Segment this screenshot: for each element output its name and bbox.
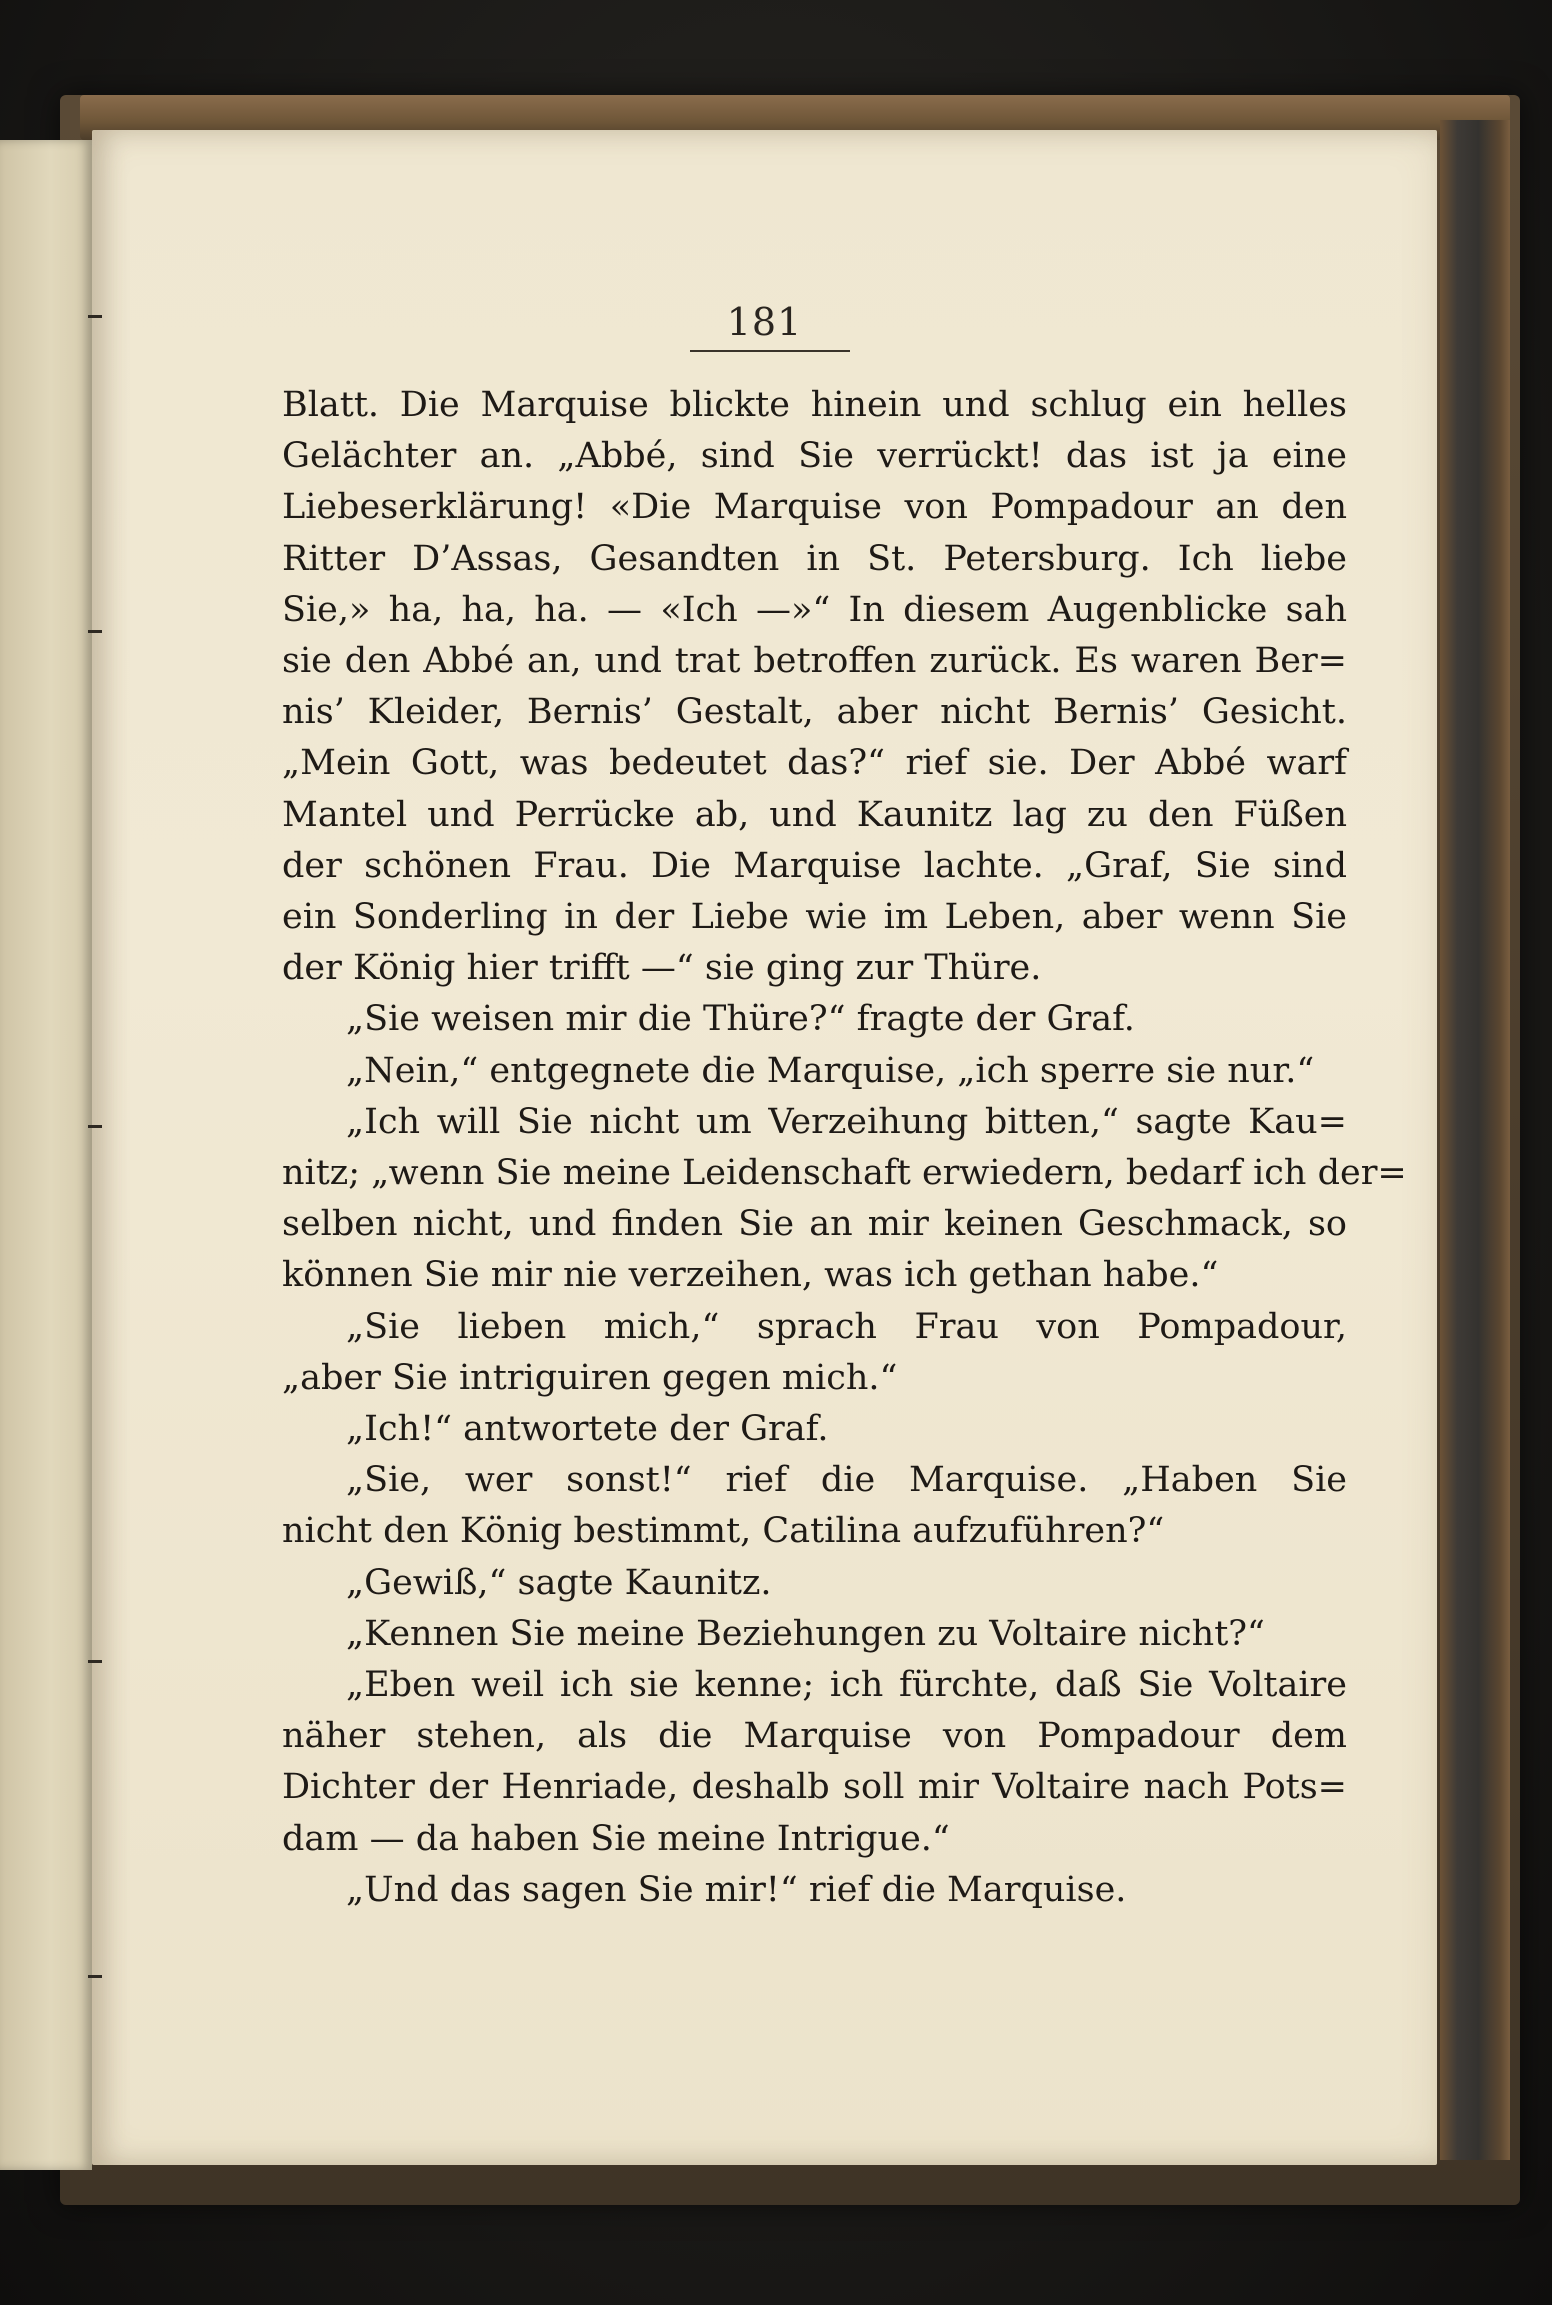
text-line: sie den Abbé an, und trat betroffen zurück. Es waren Ber=: [282, 641, 1347, 682]
text-line: können Sie mir nie verzeihen, was ich gethan habe.“: [282, 1255, 1219, 1296]
text-line: Dichter der Henriade, deshalb soll mir Voltaire nach Pots=: [282, 1767, 1347, 1808]
page-edge-mark: [88, 1975, 102, 1978]
page-edge-mark: [88, 1125, 102, 1128]
text-line: der schönen Frau. Die Marquise lachte. „Graf, Sie sind: [282, 845, 1347, 886]
text-line: „Eben weil ich sie kenne; ich fürchte, daß Sie Voltaire: [346, 1665, 1347, 1706]
text-line: „Gewiß,“ sagte Kaunitz.: [346, 1562, 772, 1603]
page-number: 181: [726, 300, 803, 344]
text-line: nicht den König bestimmt, Catilina aufzuführen?“: [282, 1511, 1165, 1552]
text-line: dam — da haben Sie meine Intrigue.“: [282, 1818, 950, 1859]
left-page-edge: [0, 140, 92, 2170]
text-line: Gelächter an. „Abbé, sind Sie verrückt! das ist ja eine: [282, 436, 1347, 477]
text-line: der König hier trifft —“ sie ging zur Thüre.: [282, 948, 1042, 989]
text-line: „Ich will Sie nicht um Verzeihung bitten,“ sagte Kau=: [346, 1101, 1347, 1142]
text-line: „Sie lieben mich,“ sprach Frau von Pompadour,: [346, 1306, 1347, 1347]
text-line: Mantel und Perrücke ab, und Kaunitz lag zu den Füßen: [282, 794, 1347, 835]
text-line: Liebeserklärung! «Die Marquise von Pompadour an den: [282, 487, 1347, 528]
text-line: „Kennen Sie meine Beziehungen zu Voltaire nicht?“: [346, 1613, 1265, 1654]
page-edge-mark: [88, 630, 102, 633]
text-line: „Ich!“ antwortete der Graf.: [346, 1409, 829, 1450]
text-line: „Und das sagen Sie mir!“ rief die Marquise.: [346, 1869, 1127, 1910]
text-line: selben nicht, und finden Sie an mir keinen Geschmack, so: [282, 1204, 1347, 1245]
book-spine: [1440, 120, 1510, 2160]
page-text: [282, 380, 1407, 1916]
text-line: „aber Sie intriguiren gegen mich.“: [282, 1357, 898, 1398]
page-number-rule: [690, 350, 850, 352]
text-line: „Sie weisen mir die Thüre?“ fragte der Graf.: [346, 999, 1135, 1040]
book-page: [92, 130, 1437, 2165]
text-line: näher stehen, als die Marquise von Pompadour dem: [282, 1716, 1347, 1757]
page-edge-mark: [88, 1660, 102, 1663]
text-line: ein Sonderling in der Liebe wie im Leben, aber wenn Sie: [282, 897, 1347, 938]
page-edge-mark: [88, 315, 102, 318]
text-line: Sie,» ha, ha, ha. — «Ich —»“ In diesem Augenblicke sah: [282, 589, 1347, 630]
text-line: „Nein,“ entgegnete die Marquise, „ich sperre sie nur.“: [346, 1050, 1315, 1091]
text-line: Blatt. Die Marquise blickte hinein und schlug ein helles: [282, 385, 1347, 425]
text-line: „Sie, wer sonst!“ rief die Marquise. „Haben Sie: [346, 1460, 1347, 1501]
text-line: nis’ Kleider, Bernis’ Gestalt, aber nicht Bernis’ Gesicht.: [282, 692, 1347, 733]
text-line: „Mein Gott, was bedeutet das?“ rief sie. Der Abbé warf: [282, 743, 1347, 784]
text-line: nitz; „wenn Sie meine Leidenschaft erwiedern, bedarf ich der=: [282, 1153, 1407, 1194]
text-line: Ritter D’Assas, Gesandten in St. Petersburg. Ich liebe: [282, 538, 1347, 579]
